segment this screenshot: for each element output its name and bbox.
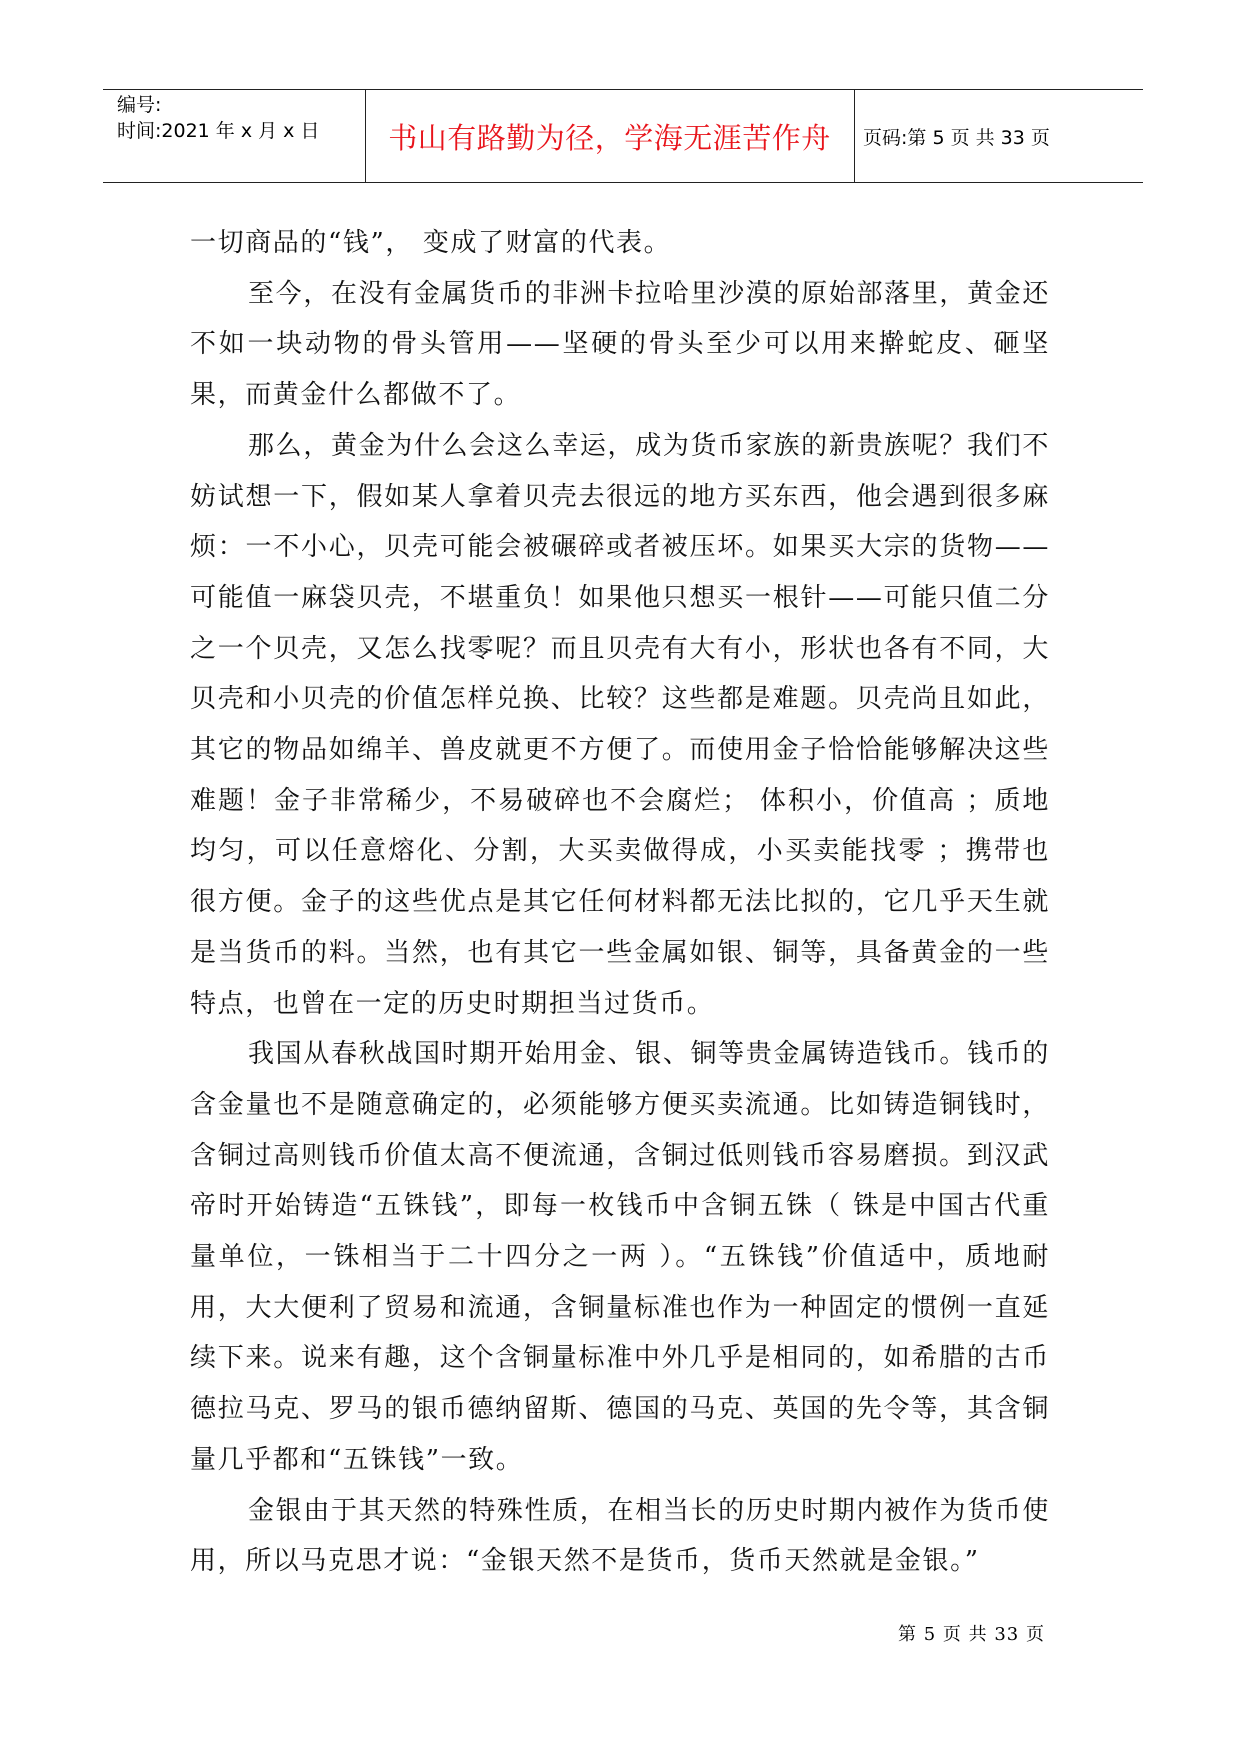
document-body xyxy=(190,218,1050,1587)
page-header xyxy=(103,89,1143,183)
header-page-info: 页码:第 5 页 共 33 页 xyxy=(863,126,1050,149)
body-paragraph: 我国从春秋战国时期开始用金、银、铜等贵金属铸造钱币。钱币的含金量也不是随意确定的，必须能够方便买卖流通。比如铸造铜钱时，含铜过高则钱币价值太高不便流通，含铜过低则钱币容易磨损。到汉武帝时开始铸造“五铢钱”，即每一枚钱币中含铜五铢（ 铢是中国古代重量单位，一铢相当于二十四分之一两 ）。“五铢钱”价值适中，质地耐用，大大便利了贸易和流通，含铜量标准也作为一种固定的惯例一直延续下来。说来有趣，这个含铜量标准中外几乎是相同的，如希腊的古币德拉马克、罗马的银币德纳留斯、德国的马克、英国的先令等，其含铜量几乎都和“五铢钱”一致。 xyxy=(190,1039,1050,1475)
body-paragraph: 至今，在没有金属货币的非洲卡拉哈里沙漠的原始部落里，黄金还不如一块动物的骨头管用——坚硬的骨头至少可以用来擀蛇皮、砸坚果，而黄金什么都做不了。 xyxy=(190,278,1050,411)
document-number-label: 编号: xyxy=(117,94,162,116)
body-paragraph: 一切商品的“钱”， 变成了财富的代表。 xyxy=(190,228,672,258)
header-motto: 书山有路勤为径，学海无涯苦作舟 xyxy=(388,120,831,155)
page-footer: 第 5 页 共 33 页 xyxy=(898,1624,1045,1645)
body-paragraph: 金银由于其天然的特殊性质，在相当长的历史时期内被作为货币使用，所以马克思才说：“金银天然不是货币，货币天然就是金银。” xyxy=(190,1495,1050,1577)
document-time-label: 时间:2021 年 x 月 x 日 xyxy=(117,120,320,142)
header-divider xyxy=(854,90,855,182)
header-meta xyxy=(117,92,319,144)
body-paragraph: 那么，黄金为什么会这么幸运，成为货币家族的新贵族呢？我们不妨试想一下，假如某人拿着贝壳去很远的地方买东西，他会遇到很多麻烦：一不小心，贝壳可能会被碾碎或者被压坏。如果买大宗的货物——可能值一麻袋贝壳，不堪重负！如果他只想买一根针——可能只值二分之一个贝壳，又怎么找零呢？而且贝壳有大有小，形状也各有不同，大贝壳和小贝壳的价值怎样兑换、比较？这些都是难题。贝壳尚且如此，其它的物品如绵羊、兽皮就更不方便了。而使用金子恰恰能够解决这些难题！金子非常稀少，不易破碎也不会腐烂； 体积小，价值高 ；质地均匀，可以任意熔化、分割，大买卖做得成，小买卖能找零 ；携带也很方便。金子的这些优点是其它任何材料都无法比拟的，它几乎天生就是当货币的料。当然，也有其它一些金属如银、铜等，具备黄金的一些特点，也曾在一定的历史时期担当过货币。 xyxy=(190,430,1050,1019)
